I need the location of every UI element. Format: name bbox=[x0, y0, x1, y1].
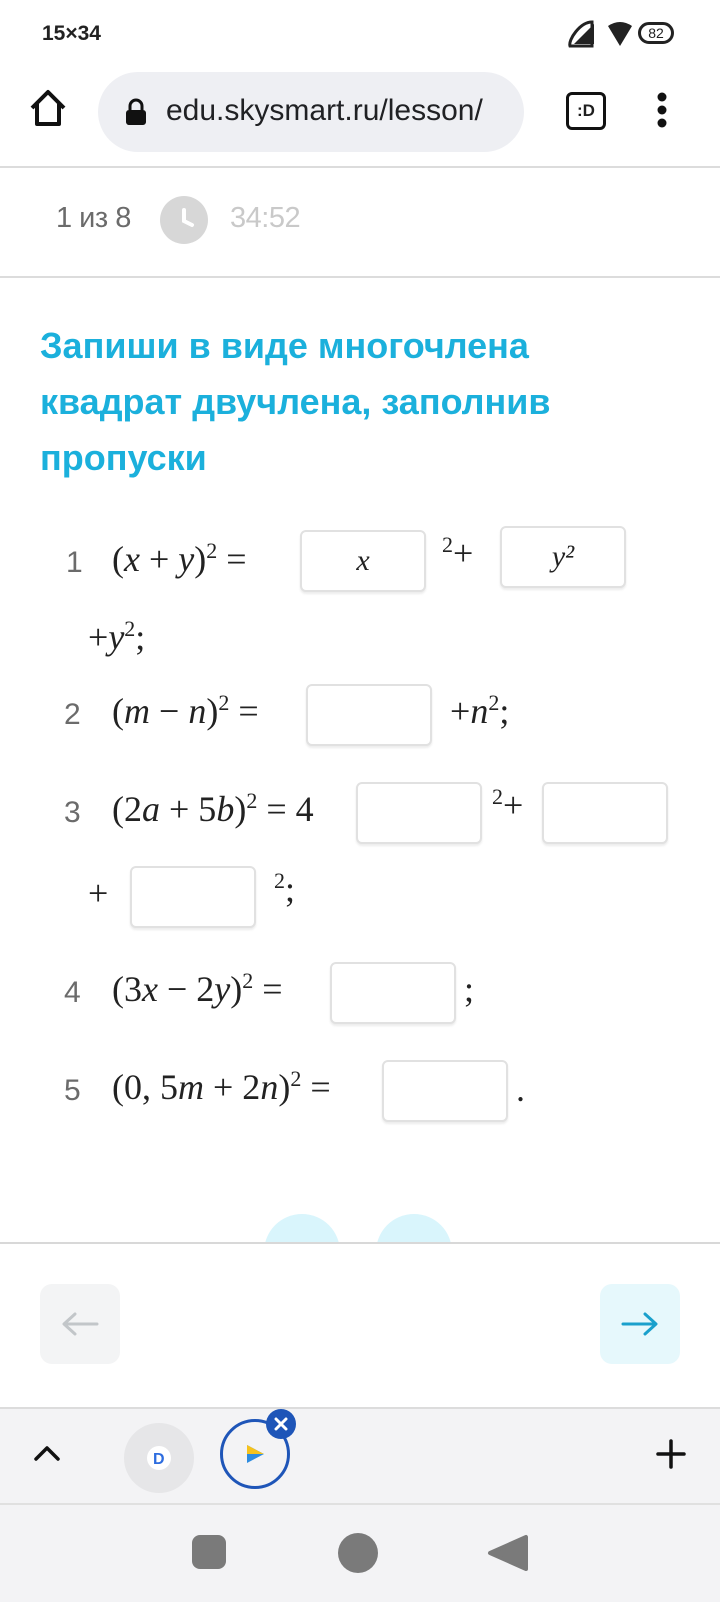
keyboard-toggle-button[interactable] bbox=[264, 1214, 340, 1244]
recent-apps-button[interactable] bbox=[192, 1535, 226, 1569]
task-number: 1 bbox=[66, 546, 83, 579]
toolbar-divider bbox=[0, 166, 720, 168]
task-4-tail: ; bbox=[464, 969, 475, 1009]
more-vert-icon[interactable] bbox=[656, 92, 668, 133]
progress-divider bbox=[0, 276, 720, 278]
task-2-expression: $(m - n)^2$ = bbox=[112, 690, 259, 731]
lesson-timer: 34:52 bbox=[230, 202, 301, 234]
svg-text:D: D bbox=[153, 1451, 165, 1468]
chevron-up-icon[interactable] bbox=[34, 1445, 60, 1466]
task-number: 4 bbox=[64, 976, 81, 1009]
task-3-operator: $^2$+ bbox=[492, 784, 524, 825]
task-4-answer[interactable] bbox=[330, 962, 456, 1024]
task-3-answer-1[interactable] bbox=[356, 782, 482, 844]
task-1-expression: $(x + y)^2$ = bbox=[112, 538, 247, 579]
arrow-left-icon bbox=[61, 1312, 99, 1336]
next-button[interactable] bbox=[600, 1284, 680, 1364]
skysmart-tab-icon[interactable] bbox=[124, 1423, 194, 1493]
task-3-answer-2[interactable] bbox=[542, 782, 668, 844]
task-3-answer-3[interactable] bbox=[130, 866, 256, 928]
task-3-plus: + bbox=[88, 873, 109, 913]
battery-indicator: 82 bbox=[638, 22, 674, 44]
home-button[interactable] bbox=[338, 1533, 378, 1573]
home-icon[interactable] bbox=[28, 88, 68, 133]
arrow-right-icon bbox=[621, 1312, 659, 1336]
task-1-answer-1[interactable] bbox=[300, 530, 426, 592]
task-number: 5 bbox=[64, 1074, 81, 1107]
prev-button[interactable] bbox=[40, 1284, 120, 1364]
task-1-answer-2[interactable] bbox=[500, 526, 626, 588]
back-button[interactable] bbox=[486, 1533, 528, 1578]
task-progress: 1 из 8 bbox=[56, 202, 131, 234]
close-icon[interactable] bbox=[266, 1409, 296, 1439]
status-time: 15×34 bbox=[42, 22, 101, 45]
url-text: edu.skysmart.ru/lesson/ bbox=[166, 94, 483, 127]
task-title: Запиши в виде многочлена квадрат двучлена, заполнив пропуски bbox=[40, 325, 551, 478]
address-bar[interactable] bbox=[98, 72, 524, 152]
task-5-expression: (0, 5m + 2n)$^2$ = bbox=[112, 1066, 331, 1107]
wifi-icon bbox=[606, 20, 634, 53]
signal-icon bbox=[568, 20, 598, 53]
task-5-tail: . bbox=[516, 1069, 525, 1109]
task-5-answer[interactable] bbox=[382, 1060, 508, 1122]
task-1-answer-1-value: x bbox=[356, 544, 370, 577]
system-navigation-bar bbox=[0, 1503, 720, 1602]
task-2-tail: $+n^2$; bbox=[450, 690, 510, 731]
edit-toggle-button[interactable] bbox=[376, 1214, 452, 1244]
tabs-button[interactable]: :D bbox=[566, 92, 606, 130]
task-number: 2 bbox=[64, 698, 81, 731]
clock-icon bbox=[160, 196, 208, 244]
task-3-expression: $(2a + 5b)^2 = 4$ bbox=[112, 788, 314, 829]
task-1-tail: $+y^2$; bbox=[88, 616, 146, 657]
task-4-expression: $(3x - 2y)^2$ = bbox=[112, 968, 283, 1009]
browser-bottom-toolbar bbox=[0, 1407, 720, 1505]
lock-icon bbox=[124, 98, 148, 131]
task-2-answer[interactable] bbox=[306, 684, 432, 746]
task-3-tail: $^2$; bbox=[274, 868, 296, 909]
task-1-answer-2-value: y² bbox=[551, 540, 575, 573]
task-1-operator: $^2$+ bbox=[442, 532, 474, 573]
task-number: 3 bbox=[64, 796, 81, 829]
plus-icon[interactable] bbox=[656, 1439, 686, 1474]
